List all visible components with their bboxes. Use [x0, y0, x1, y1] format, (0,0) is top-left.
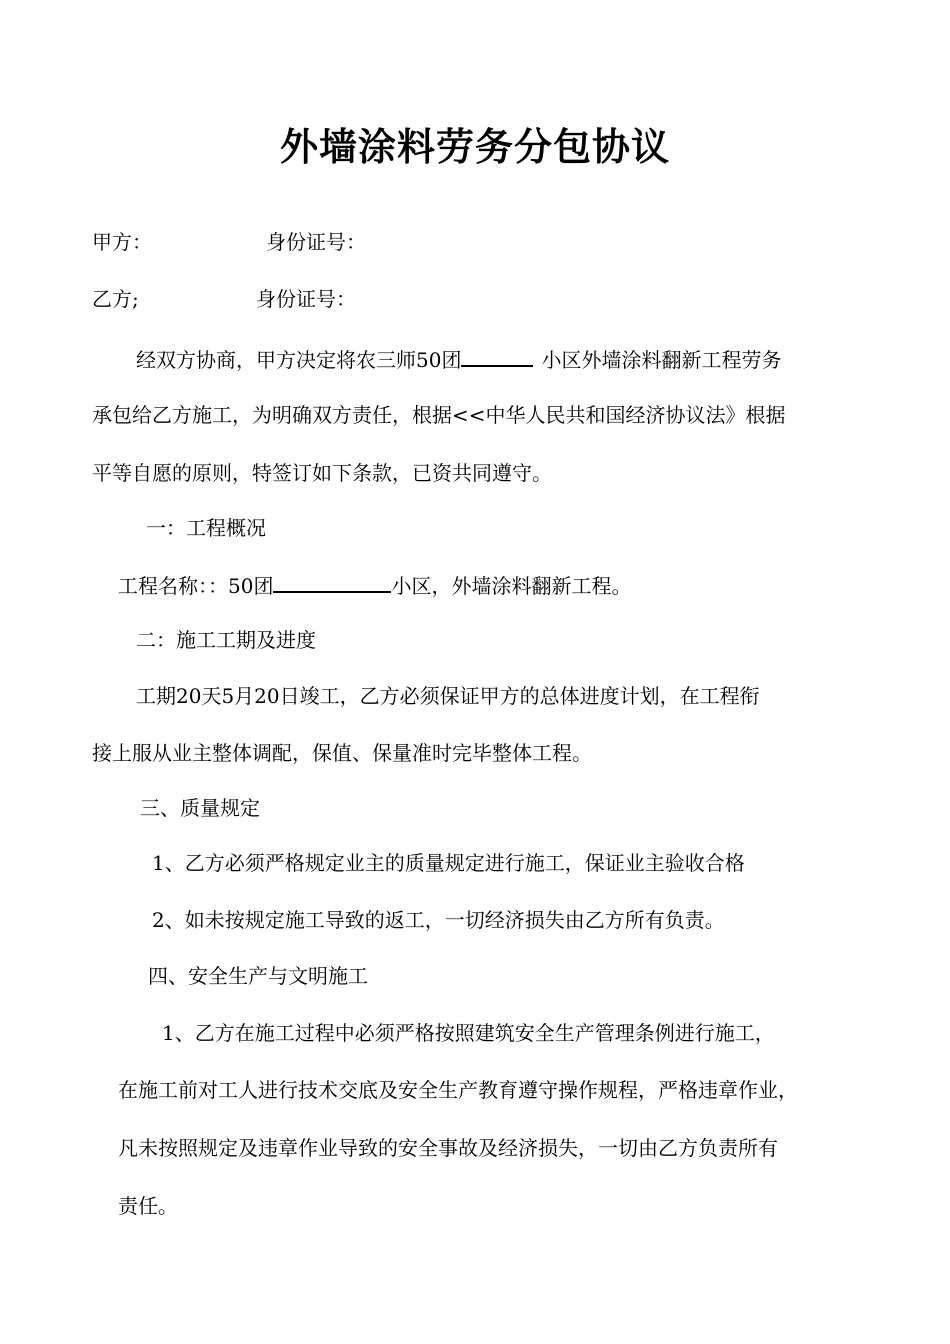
safety-line-1: 1、乙方在施工过程中必须严格按照建筑安全生产管理条例进行施工， — [162, 1021, 775, 1045]
party-a-id-label: 身份证号： — [266, 230, 366, 254]
section-1-heading: 一：工程概况 — [146, 516, 266, 540]
project-name-start: 工程名称：：50团 — [118, 574, 274, 598]
document-title: 外墙涂料劳务分包协议 — [279, 124, 670, 169]
project-name-end: 小区，外墙涂料翻新工程。 — [391, 574, 632, 598]
community-name-blank — [461, 347, 533, 367]
intro-line-3: 平等自愿的原则，特签订如下条款，已资共同遵守。 — [92, 461, 552, 485]
safety-line-3: 凡未按照规定及违章作业导致的安全事故及经济损失，一切由乙方负责所有 — [118, 1136, 778, 1160]
quality-item-2: 2、如未按规定施工导致的返工，一切经济损失由乙方所有负责。 — [152, 908, 725, 932]
intro-line-1-end: 小区外墙涂料翻新工程劳务 — [541, 348, 782, 372]
project-name-line — [118, 573, 631, 596]
intro-line-1-start: 经双方协商，甲方决定将农三师50团 — [136, 348, 462, 372]
project-community-blank — [273, 573, 391, 593]
party-b-label: 乙方; — [92, 287, 139, 311]
schedule-line-1: 工期20天5月20日竣工，乙方必须保证甲方的总体进度计划，在工程衔 — [136, 684, 760, 708]
party-b-id-label: 身份证号： — [256, 287, 356, 311]
intro-line-2: 承包给乙方施工，为明确双方责任，根据<<中华人民共和国经济协议法》根据 — [92, 403, 786, 427]
safety-line-4: 责任。 — [118, 1194, 178, 1218]
section-3-heading: 三、质量规定 — [140, 796, 260, 820]
schedule-line-2: 接上服从业主整体调配，保值、保量准时完毕整体工程。 — [92, 741, 592, 765]
section-4-heading: 四、安全生产与文明施工 — [148, 964, 368, 988]
safety-line-2: 在施工前对工人进行技术交底及安全生产教育遵守操作规程，严格违章作业， — [118, 1078, 798, 1102]
quality-item-1: 1、乙方必须严格规定业主的质量规定进行施工，保证业主验收合格 — [152, 851, 745, 875]
section-2-heading: 二：施工工期及进度 — [136, 628, 316, 652]
intro-line-1 — [136, 347, 781, 370]
party-a-label: 甲方： — [92, 230, 152, 254]
